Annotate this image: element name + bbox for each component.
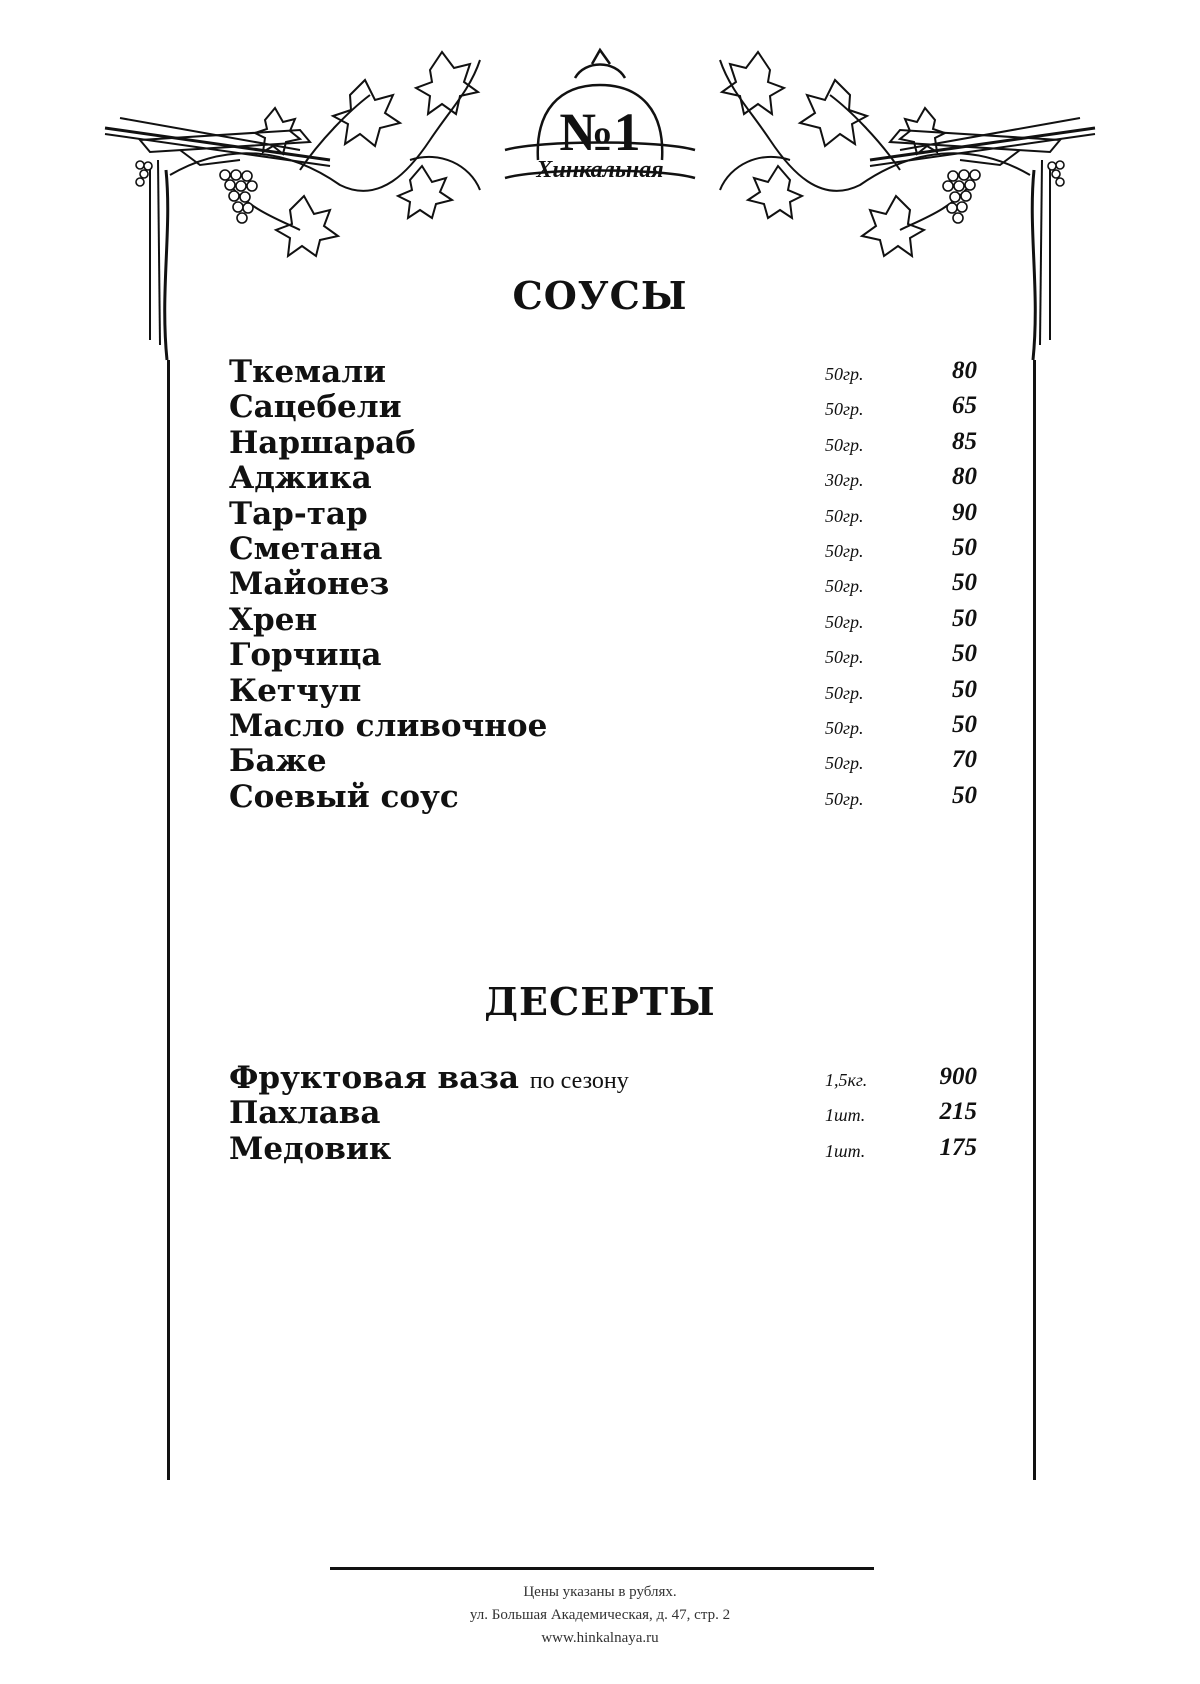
- menu-item: [229, 496, 979, 531]
- item-weight: 30гр.: [825, 470, 864, 491]
- item-name: Ткемали: [229, 354, 387, 390]
- item-price: 50: [952, 781, 977, 809]
- menu-item: [229, 566, 979, 601]
- footer-note: Цены указаны в рублях.: [523, 1584, 677, 1600]
- item-name: Пахлава: [229, 1095, 381, 1132]
- item-price: 80: [952, 357, 977, 384]
- menu-item: [229, 354, 979, 389]
- item-name: Тар-тар: [229, 495, 368, 532]
- item-price: 900: [939, 1063, 977, 1090]
- item-price: 50: [952, 710, 977, 738]
- item-price: 50: [952, 569, 977, 597]
- item-price: 85: [952, 427, 977, 455]
- menu-item: [229, 779, 979, 814]
- item-weight: 50гр.: [825, 505, 864, 526]
- menu-item: [229, 389, 979, 424]
- menu-item: [229, 602, 979, 637]
- logo-name: Хинкальная: [536, 157, 664, 183]
- item-name: Хрен: [229, 601, 318, 638]
- item-weight: 50гр.: [825, 611, 864, 632]
- item-name: Сметана: [229, 530, 383, 567]
- section-title-desserts: ДЕСЕРТЫ: [484, 979, 716, 1024]
- item-weight: 1шт.: [825, 1105, 866, 1126]
- footer-website: www.hinkalnaya.ru: [541, 1630, 659, 1646]
- menu-item: [229, 531, 979, 566]
- footer-address: ул. Большая Академическая, д. 47, стр. 2: [469, 1607, 731, 1623]
- item-weight: 50гр.: [825, 434, 864, 455]
- menu-item: [229, 1131, 979, 1166]
- item-weight: 50гр.: [825, 364, 864, 384]
- right-pillar-line: [1033, 360, 1036, 1480]
- item-price: 50: [952, 604, 977, 632]
- item-weight: 50гр.: [825, 647, 864, 668]
- item-price: 65: [952, 392, 977, 420]
- menu-item: [229, 743, 979, 778]
- item-name: Майонез: [229, 566, 390, 603]
- menu-item: [229, 637, 979, 672]
- item-name: Соевый соус: [229, 778, 459, 815]
- menu-item: [229, 708, 979, 743]
- item-weight: 50гр.: [825, 788, 864, 809]
- menu-item: [229, 425, 979, 460]
- item-name: Медовик: [229, 1130, 392, 1167]
- item-note: по сезону: [529, 1068, 629, 1094]
- item-price: 215: [939, 1098, 977, 1126]
- item-price: 175: [939, 1133, 977, 1161]
- item-weight: 50гр.: [825, 540, 864, 561]
- item-name: Сацебели: [229, 389, 402, 426]
- item-weight: 50гр.: [825, 717, 864, 738]
- section-title-sauces: СОУСЫ: [512, 273, 688, 318]
- item-price: 80: [952, 463, 977, 491]
- item-price: 70: [952, 746, 977, 774]
- item-name: Горчица: [229, 637, 382, 674]
- item-name: Наршараб: [229, 424, 416, 461]
- item-weight: 50гр.: [825, 682, 864, 703]
- item-weight: 1,5кг.: [825, 1070, 868, 1090]
- item-name: Аджика: [229, 460, 372, 497]
- logo-number: №1: [559, 102, 641, 162]
- item-name: Баже: [229, 743, 327, 780]
- item-weight: 50гр.: [825, 753, 864, 774]
- menu-item: [229, 1095, 979, 1130]
- item-name: [229, 1060, 629, 1099]
- menu-item: [229, 460, 979, 495]
- item-price: 90: [952, 498, 977, 526]
- item-name: Масло сливочное: [229, 707, 548, 744]
- item-name: Кетчуп: [229, 672, 362, 709]
- item-price: 50: [952, 640, 977, 668]
- item-weight: 50гр.: [825, 576, 864, 597]
- item-weight: 50гр.: [825, 399, 864, 420]
- item-price: 50: [952, 675, 977, 703]
- menu-item: [229, 673, 979, 708]
- menu-item: [229, 1060, 979, 1095]
- item-weight: 1шт.: [825, 1140, 866, 1161]
- menu-list-sauces: [229, 354, 979, 814]
- item-price: 50: [952, 533, 977, 561]
- item-name-text: Фруктовая ваза: [229, 1060, 520, 1096]
- menu-list-desserts: [229, 1060, 979, 1166]
- left-pillar-line: [167, 360, 170, 1480]
- footer-divider: [330, 1567, 874, 1570]
